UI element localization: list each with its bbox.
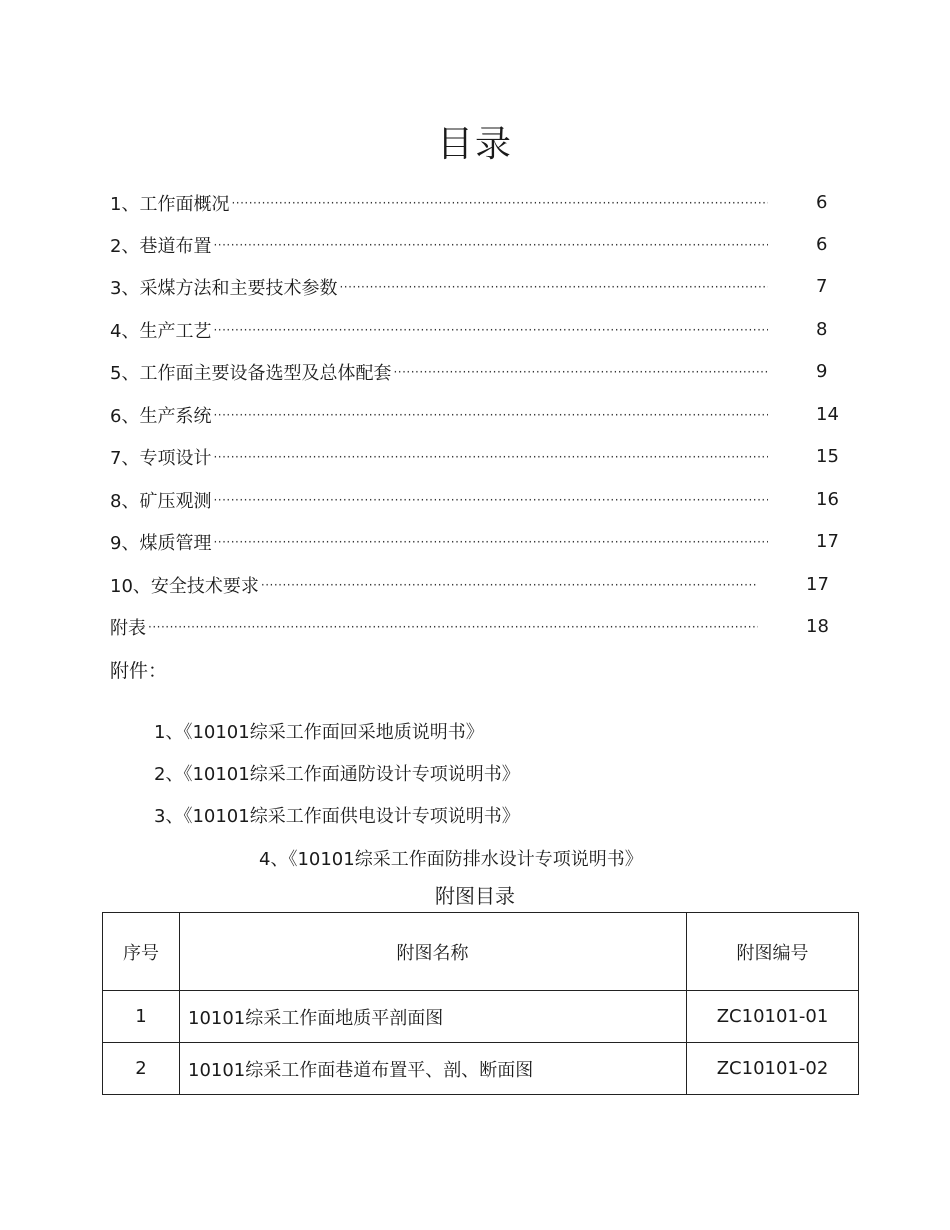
toc-label: 6、生产系统 — [110, 406, 212, 427]
toc-leader-dots — [213, 485, 768, 515]
toc-label: 2、巷道布置 — [110, 236, 212, 257]
toc-page-number: 7 — [816, 276, 828, 297]
toc-row — [110, 527, 770, 557]
cell-number: 1 — [103, 991, 180, 1043]
toc-leader-dots — [231, 188, 768, 218]
toc-label: 1、工作面概况 — [110, 194, 230, 215]
cell-name: 10101综采工作面地质平剖面图 — [180, 991, 687, 1043]
toc-label: 10、安全技术要求 — [110, 576, 259, 597]
toc-row — [110, 357, 770, 387]
toc-leader-dots — [213, 315, 768, 345]
toc-row — [110, 400, 770, 430]
attachment-item: 1、《10101综采工作面回采地质说明书》 — [154, 722, 484, 743]
figures-title: 附图目录 — [435, 884, 515, 908]
toc-page-number: 15 — [816, 446, 839, 467]
cell-number: 2 — [103, 1043, 180, 1095]
toc-label: 3、采煤方法和主要技术参数 — [110, 278, 338, 299]
cell-code: ZC10101-01 — [687, 991, 859, 1043]
toc-page-number: 17 — [806, 574, 829, 595]
attachment-item: 3、《10101综采工作面供电设计专项说明书》 — [154, 806, 520, 827]
toc-page-number: 17 — [816, 531, 839, 552]
table-header-row — [103, 913, 859, 991]
toc-label: 附表 — [110, 618, 146, 639]
toc-page-number: 6 — [816, 192, 828, 213]
table-row — [103, 1043, 859, 1095]
toc-row — [110, 315, 770, 345]
toc-row — [110, 188, 770, 218]
toc-row — [110, 442, 770, 472]
toc-label: 7、专项设计 — [110, 448, 212, 469]
toc-leader-dots — [393, 357, 768, 387]
toc-row — [110, 570, 760, 600]
toc-page-number: 8 — [816, 319, 828, 340]
toc-page-number: 18 — [806, 616, 829, 637]
page-title: 目录 — [436, 124, 513, 165]
attachment-item: 4、《10101综采工作面防排水设计专项说明书》 — [259, 849, 643, 870]
toc-label: 8、矿压观测 — [110, 491, 212, 512]
attachments-heading: 附件： — [110, 660, 168, 682]
toc-page-number: 6 — [816, 234, 828, 255]
cell-code: ZC10101-02 — [687, 1043, 859, 1095]
toc-row — [110, 612, 760, 642]
toc-leader-dots — [213, 527, 768, 557]
toc-row — [110, 485, 770, 515]
toc-page-number: 16 — [816, 489, 839, 510]
figures-table — [102, 912, 859, 1095]
column-header-number: 序号 — [103, 913, 180, 991]
toc-page-number: 14 — [816, 404, 839, 425]
toc-leader-dots — [213, 400, 768, 430]
toc-leader-dots — [213, 230, 768, 260]
column-header-name: 附图名称 — [180, 913, 687, 991]
attachment-item: 2、《10101综采工作面通防设计专项说明书》 — [154, 764, 520, 785]
toc-label: 5、工作面主要设备选型及总体配套 — [110, 363, 392, 384]
toc-row — [110, 272, 770, 302]
table-row — [103, 991, 859, 1043]
cell-name: 10101综采工作面巷道布置平、剖、断面图 — [180, 1043, 687, 1095]
column-header-code: 附图编号 — [687, 913, 859, 991]
toc-leader-dots — [213, 442, 768, 472]
toc-leader-dots — [339, 272, 768, 302]
toc-page-number: 9 — [816, 361, 828, 382]
toc-leader-dots — [261, 570, 758, 600]
toc-label: 9、煤质管理 — [110, 533, 212, 554]
toc-leader-dots — [148, 612, 758, 642]
toc-label: 4、生产工艺 — [110, 321, 212, 342]
toc-row — [110, 230, 770, 260]
